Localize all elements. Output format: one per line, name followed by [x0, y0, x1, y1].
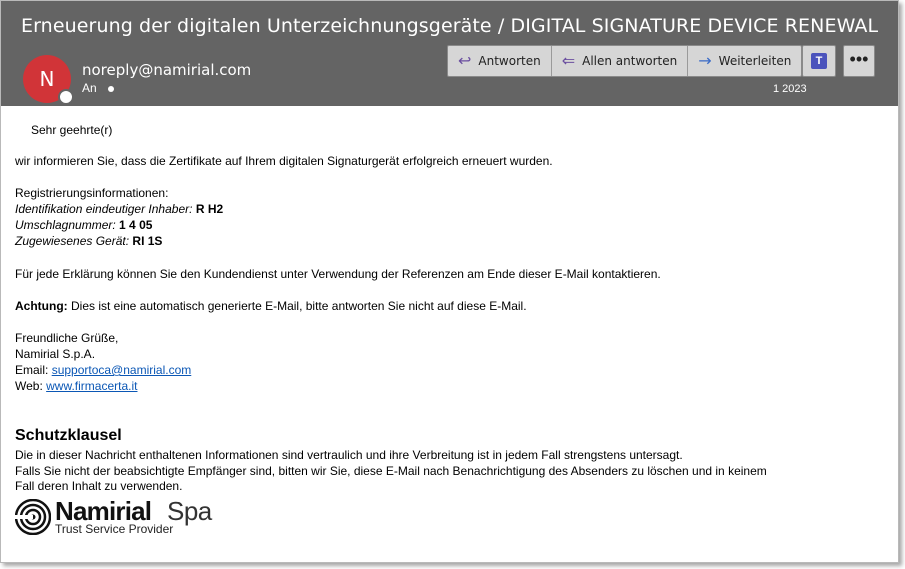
- email-subject: Erneuerung der digitalen Unterzeichnungsgeräte / DIGITAL SIGNATURE DEVICE RENEWAL: [21, 15, 879, 37]
- device-line: [15, 234, 162, 248]
- warning-text: Dies ist eine automatisch generierte E-Mail, bitte antworten Sie nicht auf diese E-Mail.: [67, 299, 527, 313]
- logo-word-namirial: Namirial: [55, 496, 152, 526]
- web-contact-label: Web:: [15, 379, 47, 393]
- reply-toolbar: [447, 45, 802, 77]
- forward-button[interactable]: [688, 46, 801, 76]
- warning-label: Achtung:: [15, 299, 68, 313]
- presence-indicator: [58, 89, 74, 105]
- forward-icon: →: [698, 51, 712, 70]
- more-actions-button[interactable]: •••: [843, 45, 875, 77]
- envelope-label: Umschlagnummer:: [15, 218, 116, 232]
- reply-icon: ↩: [458, 51, 472, 70]
- support-text: Für jede Erklärung können Sie den Kundendienst unter Verwendung der Referenzen am Ende dieser E-Mail kontaktieren.: [15, 267, 661, 281]
- sender-avatar[interactable]: N: [23, 55, 71, 103]
- email-header: [1, 1, 898, 106]
- envelope-value: 1 4 05: [119, 218, 153, 232]
- email-contact-label: Email:: [15, 363, 52, 377]
- device-label: Zugewiesenes Gerät:: [15, 234, 130, 248]
- recipient-redacted[interactable]: [106, 82, 206, 92]
- email-date: 1 2023: [773, 83, 807, 95]
- logo-tagline: Trust Service Provider: [55, 522, 174, 536]
- teams-icon: T: [811, 53, 827, 69]
- reply-label: Antworten: [478, 54, 541, 68]
- registration-heading: Registrierungsinformationen:: [15, 186, 169, 200]
- forward-label: Weiterleiten: [718, 54, 792, 68]
- envelope-line: [15, 218, 152, 232]
- web-contact-line: [15, 379, 137, 393]
- clause-heading: Schutzklausel: [15, 427, 122, 444]
- sender-address[interactable]: noreply@namirial.com: [82, 61, 252, 79]
- recipient-row: [82, 81, 206, 95]
- reply-button[interactable]: [448, 46, 552, 76]
- reply-all-icon: ⇐: [561, 51, 576, 70]
- to-label: An: [82, 81, 97, 95]
- email-body: [1, 106, 898, 562]
- website-link[interactable]: www.firmacerta.it: [46, 379, 138, 393]
- device-value: RI 1S: [132, 234, 163, 248]
- email-contact-line: [15, 363, 191, 377]
- greeting: Sehr geehrte(r): [31, 123, 113, 137]
- clause-line-3: Fall deren Inhalt zu verwenden.: [15, 479, 183, 493]
- intro-text: wir informieren Sie, dass die Zertifikate auf Ihrem digitalen Signaturgerät erfolgreich erneuert wurden.: [15, 154, 553, 168]
- namirial-logo-icon: [15, 499, 51, 535]
- clause-line-1: Die in dieser Nachricht enthaltenen Informationen sind vertraulich und ihre Verbreitung ist in jedem Fall strengstens untersagt.: [15, 448, 683, 462]
- teams-button[interactable]: [802, 45, 836, 77]
- company-name: Namirial S.p.A.: [15, 347, 96, 361]
- reply-all-label: Allen antworten: [582, 54, 678, 68]
- holder-label: Identifikation eindeutiger Inhaber:: [15, 202, 193, 216]
- clause-line-2: Falls Sie nicht der beabsichtigte Empfänger sind, bitten wir Sie, diese E-Mail nach Benachrichtigung des Absenders zu löschen und in keinem: [15, 464, 767, 478]
- warning-line: [15, 299, 527, 313]
- holder-value: R H2: [195, 202, 224, 216]
- logo-word-spa: Spa: [167, 496, 212, 526]
- reply-all-button[interactable]: [552, 46, 689, 76]
- holder-line: [15, 202, 223, 216]
- closing-text: Freundliche Grüße,: [15, 331, 119, 345]
- support-email-link[interactable]: supportoca@namirial.com: [51, 363, 192, 377]
